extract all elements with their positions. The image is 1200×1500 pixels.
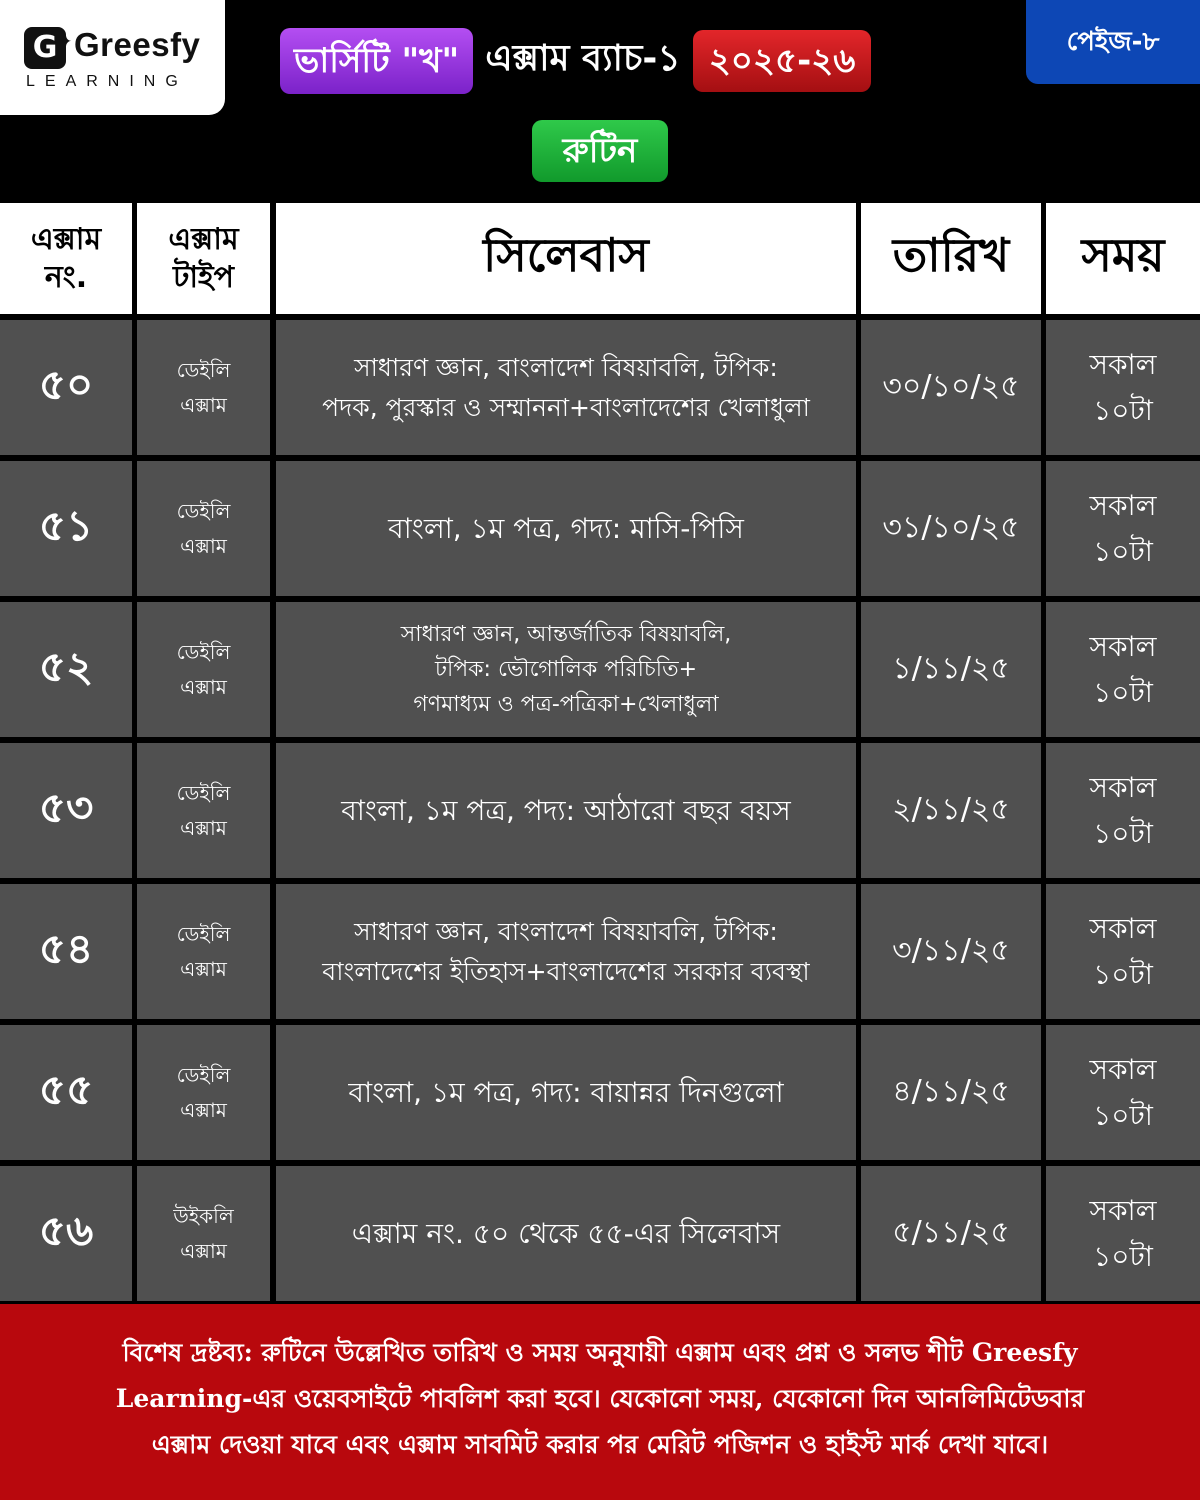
exam-date: ১/১১/২৫ xyxy=(861,602,1041,737)
note-line: বিশেষ দ্রষ্টব্য: রুটিনে উল্লেখিত তারিখ ও সময় অনুযায়ী এক্সাম এবং প্রশ্ন ও সলভ শীট Greesfy xyxy=(122,1338,1078,1367)
syllabus: সাধারণ জ্ঞান, আন্তর্জাতিক বিষয়াবলি, টপিক: ভৌগোলিক পরিচিতি+ গণমাধ্যম ও পত্র-পত্রিকা+খেলাধুলা xyxy=(276,602,856,737)
varsity-badge: ভার্সিটি "খ" xyxy=(280,28,473,94)
routine-badge: রুটিন xyxy=(532,120,668,182)
exam-type: ডেইলি এক্সাম xyxy=(137,743,270,878)
syllabus: সাধারণ জ্ঞান, বাংলাদেশ বিষয়াবলি, টপিক: বাংলাদেশের ইতিহাস+বাংলাদেশের সরকার ব্যবস্থা xyxy=(276,884,856,1019)
exam-time: সকাল ১০টা xyxy=(1046,743,1200,878)
title-row xyxy=(280,28,871,94)
table-row xyxy=(0,740,1200,881)
syllabus: বাংলা, ১ম পত্র, পদ্য: আঠারো বছর বয়স xyxy=(276,743,856,878)
exam-type: ডেইলি এক্সাম xyxy=(137,884,270,1019)
year-badge: ২০২৫-২৬ xyxy=(693,30,872,92)
exam-no: ৫৩ xyxy=(0,743,132,878)
exam-no: ৫০ xyxy=(0,320,132,455)
syllabus: বাংলা, ১ম পত্র, গদ্য: মাসি-পিসি xyxy=(276,461,856,596)
header-date: তারিখ xyxy=(861,203,1041,314)
exam-no: ৫৪ xyxy=(0,884,132,1019)
header-syllabus: সিলেবাস xyxy=(276,203,856,314)
page-header xyxy=(0,0,1200,200)
exam-time: সকাল ১০টা xyxy=(1046,1025,1200,1160)
table-row xyxy=(0,881,1200,1022)
exam-date: ৪/১১/২৫ xyxy=(861,1025,1041,1160)
special-note xyxy=(0,1304,1200,1500)
exam-time: সকাল ১০টা xyxy=(1046,602,1200,737)
exam-no: ৫৫ xyxy=(0,1025,132,1160)
exam-type: উইকলি এক্সাম xyxy=(137,1166,270,1301)
note-line: Learning-এর ওয়েবসাইটে পাবলিশ করা হবে। যেকোনো সময়, যেকোনো দিন আনলিমিটেডবার xyxy=(115,1384,1085,1413)
exam-type: ডেইলি এক্সাম xyxy=(137,1025,270,1160)
header-exam-no: এক্সাম নং. xyxy=(0,203,132,314)
table-header xyxy=(0,200,1200,317)
header-exam-type: এক্সাম টাইপ xyxy=(137,203,270,314)
header-time: সময় xyxy=(1046,203,1200,314)
page-number-tag: পেইজ-৮ xyxy=(1026,0,1200,84)
exam-type: ডেইলি এক্সাম xyxy=(137,461,270,596)
table-row xyxy=(0,317,1200,458)
exam-date: ৫/১১/২৫ xyxy=(861,1166,1041,1301)
table-row xyxy=(0,1022,1200,1163)
batch-title: এক্সাম ব্যাচ-১ xyxy=(485,38,681,79)
exam-type: ডেইলি এক্সাম xyxy=(137,320,270,455)
exam-time: সকাল ১০টা xyxy=(1046,1166,1200,1301)
brand-logo xyxy=(0,0,225,115)
exam-no: ৫৬ xyxy=(0,1166,132,1301)
exam-type: ডেইলি এক্সাম xyxy=(137,602,270,737)
brand-subtitle: LEARNING xyxy=(26,73,188,90)
greesfy-logo-icon: G ✦ xyxy=(24,27,66,69)
brand-name: Greesfy xyxy=(74,26,201,63)
exam-time: সকাল ১০টা xyxy=(1046,461,1200,596)
syllabus: বাংলা, ১ম পত্র, গদ্য: বায়ান্নর দিনগুলো xyxy=(276,1025,856,1160)
exam-no: ৫২ xyxy=(0,602,132,737)
exam-date: ২/১১/২৫ xyxy=(861,743,1041,878)
table-row xyxy=(0,458,1200,599)
table-row xyxy=(0,1163,1200,1304)
exam-date: ৩১/১০/২৫ xyxy=(861,461,1041,596)
exam-date: ৩০/১০/২৫ xyxy=(861,320,1041,455)
exam-time: সকাল ১০টা xyxy=(1046,884,1200,1019)
note-line: এক্সাম দেওয়া যাবে এবং এক্সাম সাবমিট করার পর মেরিট পজিশন ও হাইস্ট মার্ক দেখা যাবে। xyxy=(151,1430,1049,1459)
exam-date: ৩/১১/২৫ xyxy=(861,884,1041,1019)
exam-no: ৫১ xyxy=(0,461,132,596)
syllabus: এক্সাম নং. ৫০ থেকে ৫৫-এর সিলেবাস xyxy=(276,1166,856,1301)
syllabus: সাধারণ জ্ঞান, বাংলাদেশ বিষয়াবলি, টপিক: পদক, পুরস্কার ও সম্মাননা+বাংলাদেশের খেলাধুলা xyxy=(276,320,856,455)
exam-time: সকাল ১০টা xyxy=(1046,320,1200,455)
table-row xyxy=(0,599,1200,740)
